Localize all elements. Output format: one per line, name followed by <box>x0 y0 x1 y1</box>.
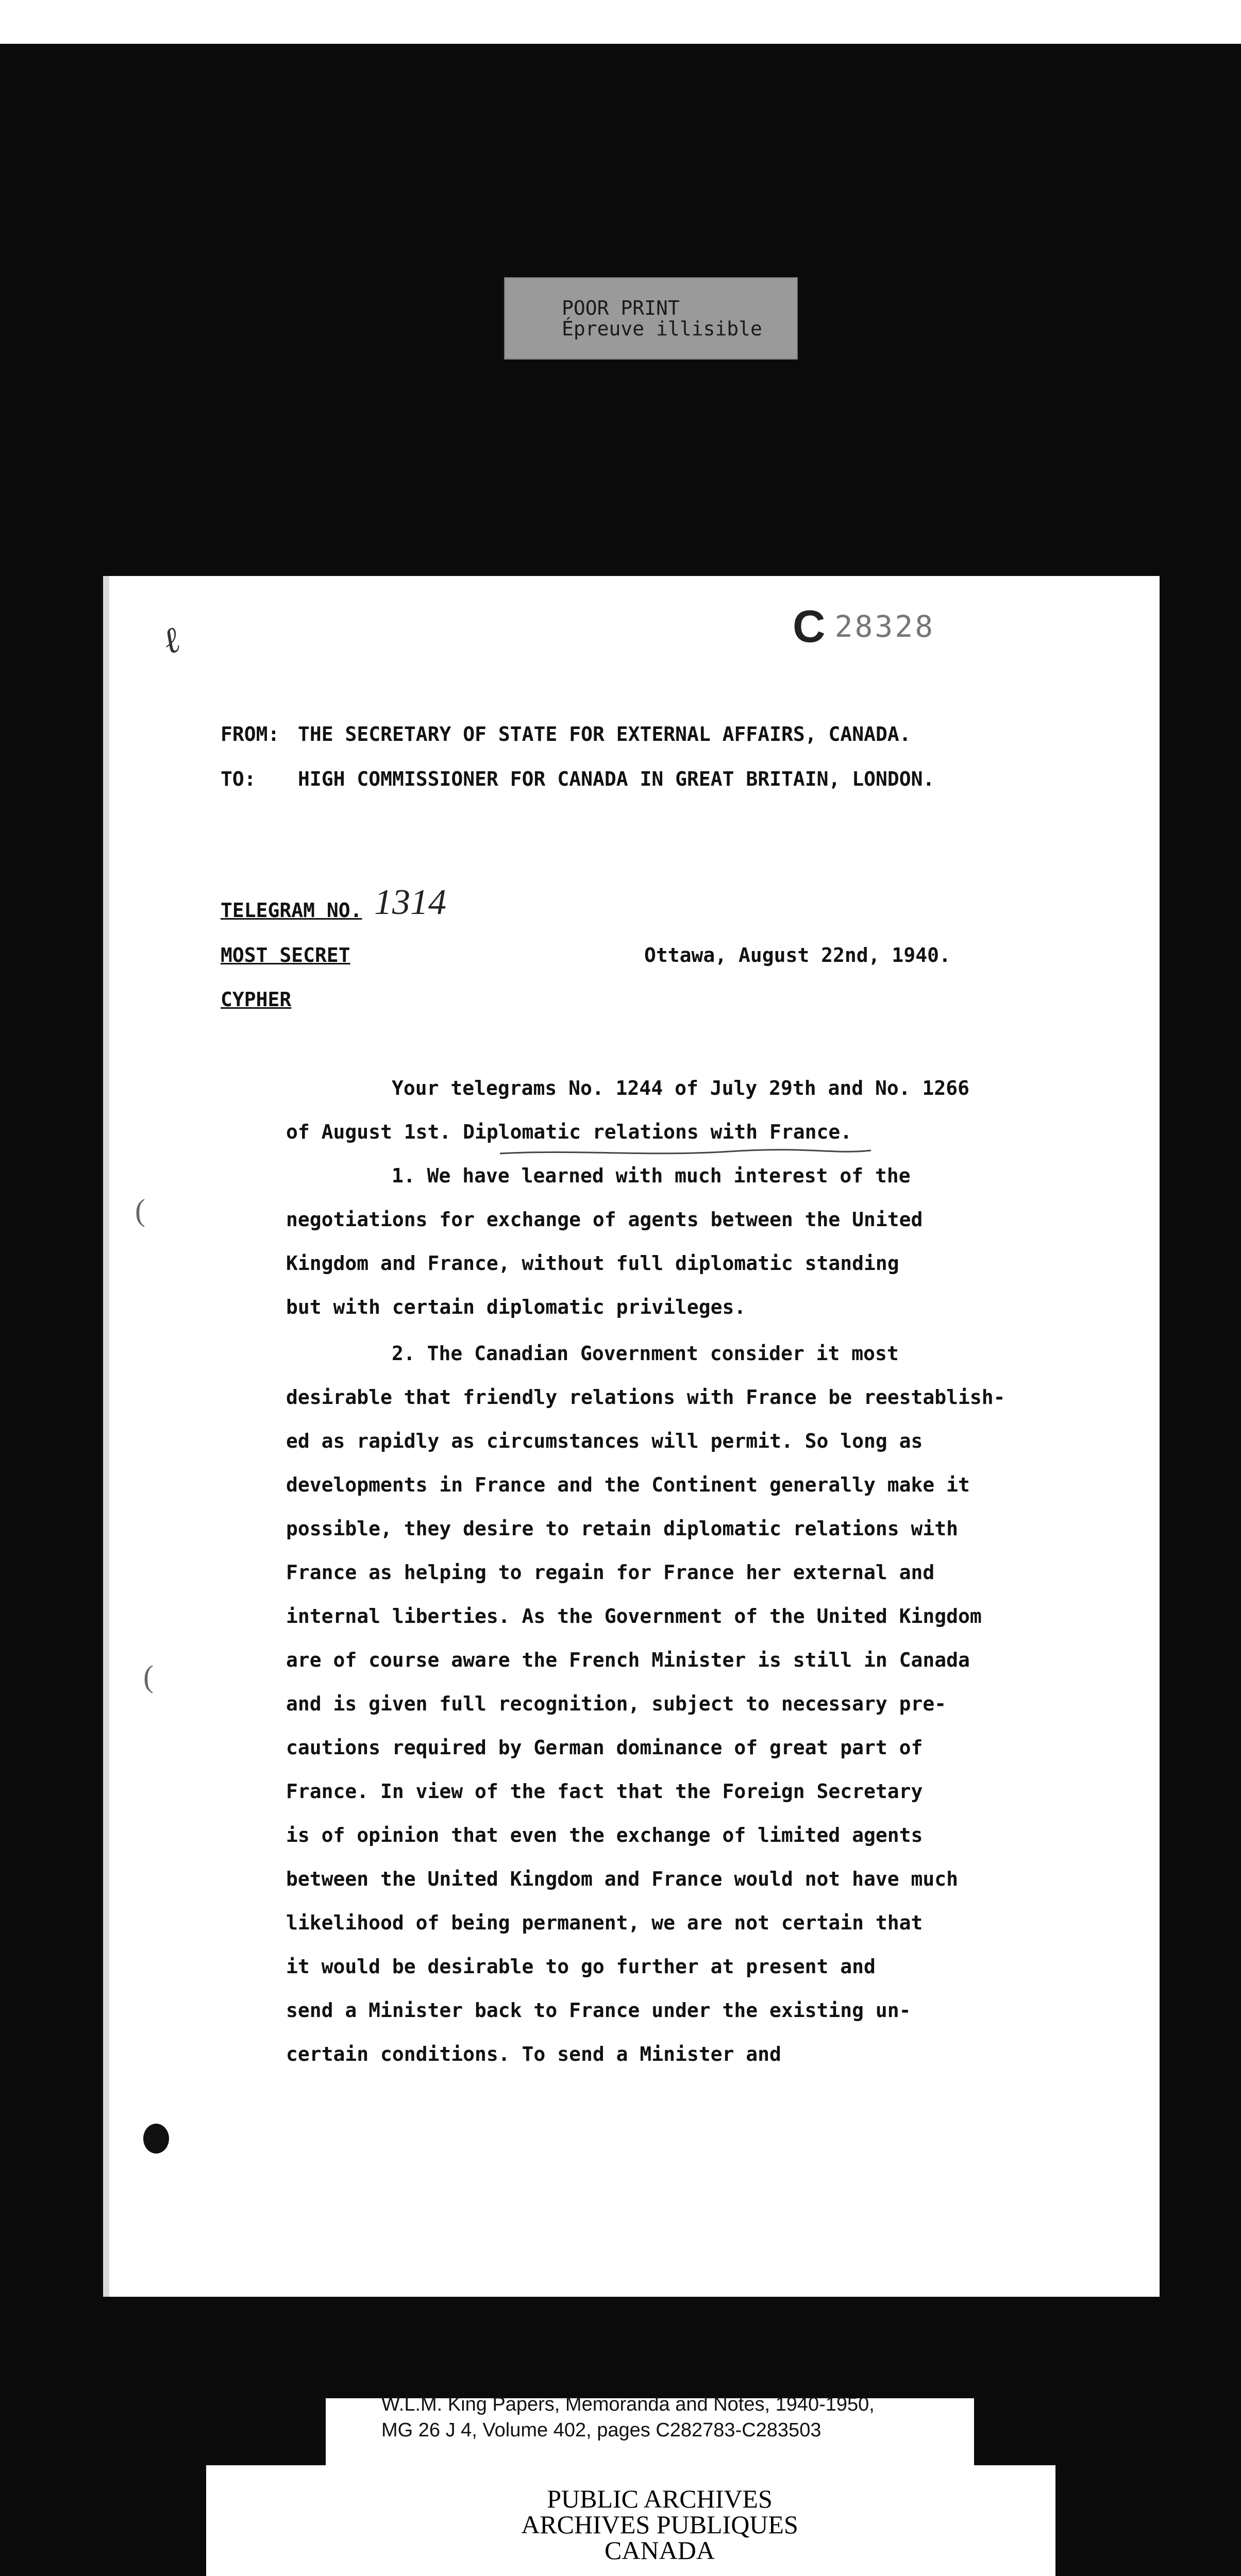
handwritten-underline <box>497 1147 874 1158</box>
to-value: HIGH COMMISSIONER FOR CANADA IN GREAT BRITAIN, LONDON. <box>298 768 935 790</box>
body-line: send a Minister back to France under the existing un- <box>286 1999 911 2022</box>
body-line: is of opinion that even the exchange of limited agents <box>286 1824 923 1846</box>
punch-hole <box>143 2124 169 2154</box>
citation <box>381 2392 875 2443</box>
body-line: Kingdom and France, without full diplomatic standing <box>286 1252 899 1275</box>
citation-line: W.L.M. King Papers, Memoranda and Notes, 1940-1950, <box>381 2394 875 2415</box>
handwritten-mark: ℓ <box>157 620 186 663</box>
label-notch <box>206 2398 326 2465</box>
body-line: France as helping to regain for France her external and <box>286 1561 935 1584</box>
body-line: possible, they desire to retain diplomatic relations with <box>286 1517 959 1540</box>
body-line: likelihood of being permanent, we are not certain that <box>286 1911 923 1934</box>
transmission-method: CYPHER <box>221 988 292 1011</box>
telegram-label: TELEGRAM NO. <box>221 899 362 922</box>
margin-mark: ( <box>135 1193 145 1227</box>
body-line: of August 1st. Diplomatic relations with France. <box>286 1121 852 1143</box>
document-number-value: 28328 <box>834 609 935 644</box>
margin-mark: ( <box>143 1659 154 1693</box>
archive-name <box>412 2486 907 2563</box>
document-letter: C <box>793 601 826 652</box>
body-line: 1. We have learned with much interest of the <box>392 1164 911 1187</box>
body-line: between the United Kingdom and France would not have much <box>286 1868 959 1890</box>
from-label: FROM: <box>221 723 280 745</box>
from-value: THE SECRETARY OF STATE FOR EXTERNAL AFFAIRS, CANADA. <box>298 723 911 745</box>
stamp-line-2: Épreuve illisible <box>562 317 762 340</box>
to-label: TO: <box>221 768 256 790</box>
body-line: developments in France and the Continent generally make it <box>286 1473 970 1496</box>
label-notch <box>974 2398 1055 2465</box>
body-line: 2. The Canadian Government consider it most <box>392 1342 899 1365</box>
body-line: Your telegrams No. 1244 of July 29th and No. 1266 <box>392 1077 970 1099</box>
body-line: cautions required by German dominance of great part of <box>286 1736 923 1759</box>
telegram-number: 1314 <box>374 883 446 922</box>
stamp-line-1: POOR PRINT <box>562 297 680 319</box>
poor-print-stamp <box>504 277 798 360</box>
body-line: France. In view of the fact that the Foreign Secretary <box>286 1780 923 1803</box>
body-line: desirable that friendly relations with France be reestablish- <box>286 1386 1005 1409</box>
body-line: negotiations for exchange of agents between the United <box>286 1208 923 1231</box>
body-line: ed as rapidly as circumstances will permit. So long as <box>286 1430 923 1452</box>
body-line: but with certain diplomatic privileges. <box>286 1296 746 1318</box>
archive-line: ARCHIVES PUBLIQUES <box>521 2510 798 2539</box>
body-line: and is given full recognition, subject to necessary pre- <box>286 1692 947 1715</box>
citation-line: MG 26 J 4, Volume 402, pages C282783-C283503 <box>381 2419 821 2441</box>
body-line: are of course aware the French Minister is still in Canada <box>286 1649 970 1671</box>
body-line: certain conditions. To send a Minister and <box>286 2043 781 2065</box>
archive-line: CANADA <box>605 2536 715 2565</box>
body-line: it would be desirable to go further at present and <box>286 1955 876 1978</box>
document-number <box>793 600 935 653</box>
archive-line: PUBLIC ARCHIVES <box>547 2484 773 2513</box>
classification: MOST SECRET <box>221 944 350 967</box>
body-line: internal liberties. As the Government of the United Kingdom <box>286 1605 982 1628</box>
date-line: Ottawa, August 22nd, 1940. <box>644 944 951 967</box>
